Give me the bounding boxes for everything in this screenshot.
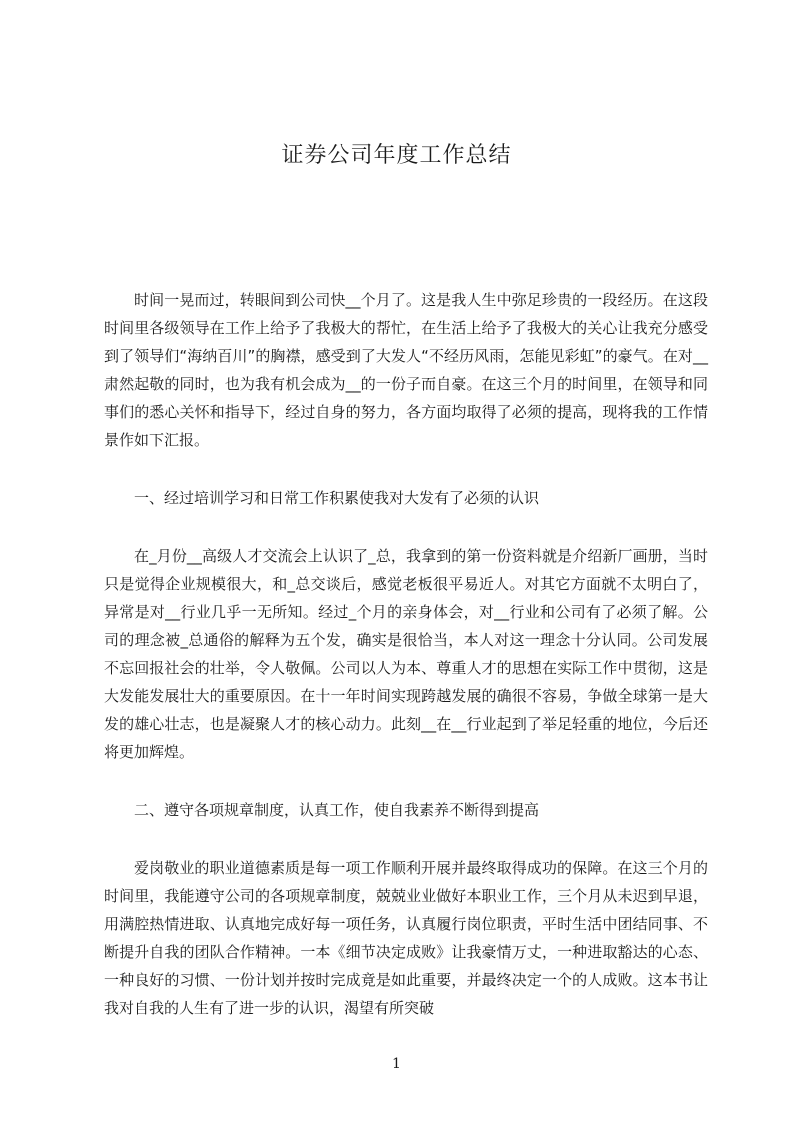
section-heading-1: 一、经过培训学习和日常工作积累使我对大发有了必须的认识	[134, 489, 540, 507]
paragraph-spacer	[104, 766, 708, 796]
paragraph-spacer	[104, 454, 708, 484]
paragraph-section-2: 爱岗敬业的职业道德素质是每一项工作顺利开展并最终取得成功的保障。在这三个月的时间里，我能遵守公司的各项规章制度，兢兢业业做好本职业工作，三个月从未迟到早退，用满腔热情进取、认真地完成好每一项任务，认真履行岗位职责，平时生活中团结同事、不断提升自我的团队合作精神。一本《细节决定成败》让我豪情万丈，一种进取豁达的心态、一种良好的习惯、一份计划并按时完成竟是如此重要，并最终决定一个的人成败。这本书让我对自我的人生有了进一步的认识，渴望有所突破	[104, 859, 708, 1017]
document-title: 证券公司年度工作总结	[281, 143, 512, 168]
section-heading-2: 二、遵守各项规章制度，认真工作，使自我素养不断得到提高	[134, 801, 540, 819]
paragraph-spacer	[104, 512, 708, 542]
paragraph-section-1: 在_月份__高级人才交流会上认识了_总，我拿到的第一份资料就是介绍新厂画册，当时只是觉得企业规模很大，和_总交谈后，感觉老板很平易近人。对其它方面就不太明白了，异常是对__行业几乎一无所知。经过_个月的亲身体会，对__行业和公司有了必须了解。公司的理念被_总通俗的解释为五个发，确实是很恰当，本人对这一理念十分认同。公司发展不忘回报社会的壮举，令人敬佩。公司以人为本、尊重人才的思想在实际工作中贯彻，这是大发能发展壮大的重要原因。在十一年时间实现跨越发展的确很不容易，争做全球第一是大发的雄心壮志，也是凝聚人才的核心动力。此刻__在__行业起到了举足轻重的地位，今后还将更加辉煌。	[104, 547, 708, 761]
paragraph-spacer	[104, 824, 708, 854]
paragraph-intro: 时间一晃而过，转眼间到公司快__个月了。这是我人生中弥足珍贵的一段经历。在这段时间里各级领导在工作上给予了我极大的帮忙，在生活上给予了我极大的关心让我充分感受到了领导们“海纳百川”的胸襟，感受到了大发人“不经历风雨，怎能见彩虹”的豪气。在对__肃然起敬的同时，也为我有机会成为__的一份子而自豪。在这三个月的时间里，在领导和同事们的悉心关怀和指导下，经过自身的努力，各方面均取得了必须的提高，现将我的工作情景作如下汇报。	[104, 291, 708, 449]
page-number: 1	[392, 1056, 401, 1072]
document-body	[104, 286, 708, 1022]
